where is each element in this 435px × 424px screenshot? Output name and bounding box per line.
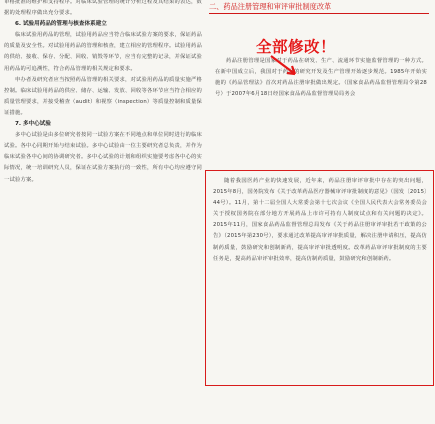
- section-heading: 7. 多中心试验: [15, 121, 51, 128]
- section-heading: 6. 试验用药品的管理与核查体系建立: [15, 21, 107, 28]
- paragraph: 随着我国医药产业的快速发展，近年来，药品注册审评审批中存在的突出问题，2015年8月，国务院发布《关于改革药品医疗器械审评审批制度的意见》（国发〔2015〕44号）。11月，第十二届全国人大常委会第十七次会议《全国人民代表大会常务委员会关于授权国务院在部分地方开展药品上市许可持有人制度试点和有关问题的决定》。2015年11月，国家食品药品监督管理总局发布《关于药品注册审评审批若干政策的公告》（2015年第230号），要求通过改革提高审评审批质量，解决注册申请积压，提高仿制药质量，鼓励研究和创制新药，提高审评审批透明度。改革药品审评审批制度的主要任务是，提高药品审评审批效率，提高仿制药质量，鼓励研究和创制新药。: [213, 178, 427, 262]
- red-annotation-note: 全部修改！: [256, 38, 337, 56]
- paragraph: 药品注册管理是国家对于药品在研发、生产、流通环节实施监督管理的一种方式。在新中国成立后，我国对于药品的研究开发及生产管理开始逐步规范。1985年开始实施的《药品管理法》首次对药品注册审批做出规定。（国家食品药品监督管理局令第28号）于2007年6月18日经国家食品药品监督管理局局务会: [215, 58, 427, 98]
- section-title: 二、药品注册管理和审评审批制度改革: [209, 2, 332, 11]
- section-title-underline: [209, 13, 429, 14]
- boxed-text: [213, 176, 427, 265]
- paragraph: 临床试验用药品的管理，试验用药品应当符合临床试验方案的要求，保证药品的质量及安全性。对试验用药品的管理和核查，建立相应的管理程序。试验用药品的供给、接收、保存、分配、回收、销毁等环节，应当有完整的记录，并保证试验用药品的可追溯性，符合药品管理的相关规定和要求。: [4, 32, 202, 72]
- paragraph: 审格批准的维护和支持程序。对临床试验管理的统计分析过程及其结果的表达，数据的处理程序做出充分要求。: [4, 0, 202, 17]
- paragraph: 多中心试验是由多位研究者按同一试验方案在不同地点和单位同时进行的临床试验。各中心同期开始与结束试验。多中心试验由一位主要研究者总负责，并作为临床试验各中心间的协调研究者。多中心试验的计划和组织实施要考虑各中心的实际情况，统一培训研究人员，保证在试验方案执行的一致性，所有中心均应遵守同一试验方案。: [4, 132, 202, 183]
- paragraph: 申办者及研究者应当按照药品管理的相关要求，对试验用药品的质量实施严格控制。临床试验用药品的供应、储存、运输、发放、回收等各环节应当符合相应的质量管理要求，并接受稽查（audit）和视察（inspection）等质量控制和质量保证措施。: [4, 76, 202, 116]
- annotation-arrow-icon: [269, 54, 309, 76]
- right-column-top-text: [215, 56, 427, 100]
- left-column: [4, 0, 202, 186]
